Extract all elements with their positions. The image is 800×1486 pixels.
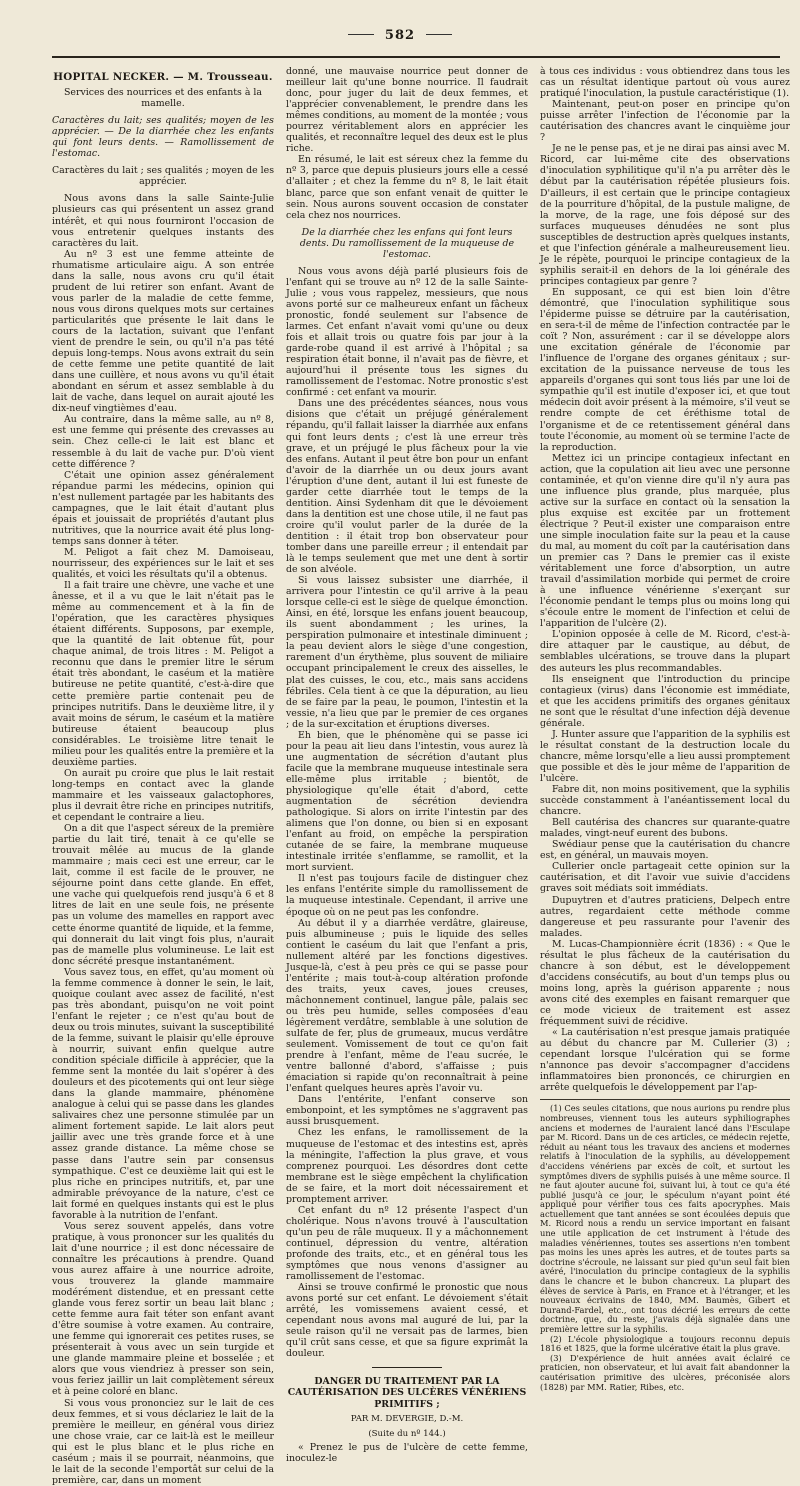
paragraph: Il a fait traire une chèvre, une vache et une ânesse, et il a vu que le lait n'était pas le même au commencement et à la fin de l'opération, que les caractères physiques étaient différents. Supposons, par exemple, que la quantité de lait obtenue fût, pour chaque animal, de trois litres : M. Peligot a reconnu que dans le premier litre le sérum était très abondant, le caséum et la matière butireuse ne petite quantité, c'est-à-dire que cette première partie contenait peu de principes nutritifs. Dans le deuxième litre, il y avait moins de sérum, le caséum et la matière butireuse étaient beaucoup plus considérables. Le troisième litre tenait le milieu pour les qualités entre la première et la deuxième parties. bbox=[52, 580, 274, 768]
paragraph: Il n'est pas toujours facile de distinguer chez les enfans l'entérite simple du ramollissement de la muqueuse intestinale. Cependant, il arrive une époque où on ne peut pas les confondre. bbox=[286, 873, 528, 918]
paragraph: Vous serez souvent appelés, dans votre pratique, à vous prononcer sur les qualités du lait d'une nourrice ; il est donc nécessaire de connaître les précautions à prendre. Quand vous aurez affaire à une nourrice adroite, vous trouverez la glande mammaire modérément distendue, et en pressant cette glande vous ferez sortir un beau lait blanc ; cette femme aura fait téter son enfant avant d'être soumise à votre examen. Au contraire, une femme qui ignorerait ces petites ruses, se présenterait à vous avec un sein turgide et une glande mammaire pleine et bosselée ; et alors que vous viendriez à presser son sein, vous feriez jaillir un lait complètement séreux et à peine coloré en blanc. bbox=[52, 1220, 274, 1398]
paragraph: donné, une mauvaise nourrice peut donner de meilleur lait qu'une bonne nourrice. Il faudrait donc, pour juger du lait de deux femmes, et l'apprécier convenablement, le prendre dans les mêmes conditions, au moment de la montée ; vous pourrez véritablement alors en apprécier les qualités, et reconnaître lequel des deux est le plus riche. bbox=[286, 66, 528, 155]
column-middle bbox=[286, 66, 528, 1464]
paragraph: Dans une des précédentes séances, nous vous disions que c'était un préjugé généralement répandu, qu'il fallait laisser la diarrhée aux enfans qui font leurs dents ; c'est là une erreur très grave, et un préjugé le plus fâcheux pour la vie des enfans. Autant il peut être bon pour un enfant d'avoir de la diarrhée un ou deux jours avant l'éruption d'une dent, autant il lui est funeste de garder cette diarrhée tout le temps de la dentition. Ainsi Sydenham dit que le dévoiement dans la dentition est une chose utile, il ne faut pas croire qu'il voulut parler de la durée de la dentition : il était trop bon observateur pour tomber dans une pareille erreur ; il entendait par là le temps seulement que met une dent à sortir de son alvéole. bbox=[286, 398, 528, 576]
footnote: (2) L'école physiologique a toujours reconnu depuis 1816 et 1825, que la forme ulcérative était la plus grave. bbox=[540, 1333, 790, 1354]
paragraph: Au contraire, dans la même salle, au nº 8, est une femme qui présente des crevasses au sein. Chez celle-ci le lait est blanc et ressemble à du lait de vache pur. D'où vient cette différence ? bbox=[52, 414, 274, 470]
paragraph: Cullerier oncle partageait cette opinion sur la cautérisation, et dit l'avoir vue suivie d'accidens graves soit médiats soit immédiats. bbox=[540, 861, 790, 895]
paragraph: Nous vous avons déjà parlé plusieurs fois de l'enfant qui se trouve au nº 12 de la salle Sainte-Julie ; vous vous rappelez, messieurs, que nous avons porté sur ce malheureux enfant un fâcheux pronostic, fondé seulement sur l'absence de larmes. Cet enfant n'avait vomi qu'une ou deux fois et allait trois ou quatre fois par jour à la garde-robe quand il est arrivé à l'hôpital ; sa respiration était bonne, il n'avait pas de fièvre, et aujourd'hui il présente tous les signes du ramollissement de l'estomac. Notre pronostic s'est confirmé : cet enfant va mourir. bbox=[286, 265, 528, 399]
page-number: 582 bbox=[384, 28, 416, 43]
paragraph: Ainsi se trouve confirmé le pronostic que nous avons porté sur cet enfant. Le dévoiement s'était arrêté, les vomissemens avaient cessé, et cependant nous avons mal auguré de lui, par la seule raison qu'il ne versait pas de larmes, bien qu'il crût sans cesse, et que sa figure exprimât la douleur. bbox=[286, 1282, 528, 1360]
paragraph: On aurait pu croire que plus le lait restait long-temps en contact avec la glande mammaire et les vaisseaux galactophores, plus il devrait être riche en principes nutritifs, et cependant le contraire a lieu. bbox=[52, 767, 274, 824]
footnote: (1) Ces seules citations, que nous aurions pu rendre plus nombreuses, viennent tous les auteurs syphiliographes anciens et modernes de l'auraient lancé dans l'Esculape par M. Ricord. Dans un de ces articles, ce médecin rejette, réduit au néant tous les travaux des anciens et modernes relatifs à l'inoculation de la syphilis, au développement d'accidens vénériens par excès de coït, et surtout les symptômes divers de syphilis puisés à une même source. Il ne faut ajouter aucune foi, suivant lui, à tout ce qu'a été publié jusqu'à ce jour, le spéculum n'ayant point été appliqué pour vérifier tous ces faits apocryphes. Mais actuellement que tant années se sont écoulées depuis que M. Ricord nous a rendu un service important en faisant une utile application de cet instrument à l'étude des maladies vénériennes, toutes ses assertions n'en tombent pas moins les unes après les autres, et de toutes parts sa doctrine s'écroule, ne laissant sur pied qu'un seul fait bien avéré, l'inoculation du principe contagieux de la syphilis dans le chancre et le bubon chancreux. La plupart des élèves de service à Paris, en France et à l'étranger, et les nouveaux écrivains de 1840, MM. Baumès, Gibert et Durand-Fardel, etc., ont tous décrié les erreurs de cette doctrine, que, du reste, j'avais déjà signalée dans une première lettre sur la syphilis. bbox=[540, 1103, 790, 1335]
header-dash-right bbox=[426, 34, 452, 35]
article-separator bbox=[372, 1367, 442, 1368]
paragraph: Eh bien, que le phénomène qui se passe ici pour la peau ait lieu dans l'intestin, vous aurez là une augmentation de sécrétion d'autant plus facile que la membrane muqueuse intestinale sera elle-même plus irritable ; bientôt, de physiologique qu'elle était d'abord, cette augmentation de sécrétion deviendra pathologique. Si alors on irrite l'intestin par des alimens que l'on donne, ou bien si en exposant l'enfant au froid, on empêche la perspiration cutanée de se faire, la membrane muqueuse intestinale irritée s'enflamme, se ramollit, et la mort survient. bbox=[286, 729, 528, 874]
paragraph: Ils enseignent que l'introduction du principe contagieux (virus) dans l'économie est immédiate, et que les accidens primitifs des organes génitaux ne sont que le résultat d'une infection déjà devenue générale. bbox=[540, 673, 790, 729]
paragraph: L'opinion opposée à celle de M. Ricord, c'est-à-dire attaquer par le caustique, au début, de semblables ulcérations, se trouve dans la plupart des auteurs les plus recommandables. bbox=[540, 629, 790, 674]
paragraph: On a dit que l'aspect séreux de la première partie du lait tiré, tenait à ce qu'elle se trouvait mêlée au mucus de la glande mammaire ; mais ceci est une erreur, car le lait, comme il est facile de le prouver, ne séjourne point dans cette glande. En effet, une vache qui quelquefois rend jusqu'à 6 et 8 litres de lait en une seule fois, ne présente pas un volume des mamelles en rapport avec cette énorme quantité de liquide, et la femme, qui donnerait du lait vingt fois plus, n'aurait pas de mamelle plus volumineuse. Le lait est donc sécrété presque instantanément. bbox=[52, 823, 274, 967]
paragraph: Si vous vous prononciez sur le lait de ces deux femmes, et si vous déclariez le lait de la première le meilleur, en général vous diriez une chose vraie, car ce lait-là est le meilleur qui est le plus blanc et le plus riche en caséum ; mais il se pourrait, néanmoins, que le lait de la seconde l'emportât sur celui de la première, car, dans un moment bbox=[52, 1397, 274, 1486]
paragraph: En résumé, le lait est séreux chez la femme du nº 3, parce que depuis plusieurs jours elle a cessé d'allaiter ; et chez la femme du nº 8, le lait était blanc, parce que son enfant venait de quitter le sein. Nous aurons souvent occasion de constater cela chez nos nourrices. bbox=[286, 154, 528, 221]
column-left bbox=[52, 66, 275, 1486]
paragraph: J. Hunter assure que l'apparition de la syphilis est le résultat constant de la destruction locale du chancre, même lorsqu'elle a lieu aussi promptement que possible et dès le jour même de l'apparition de l'ulcère. bbox=[540, 728, 790, 784]
paragraph: Vous savez tous, en effet, qu'au moment où la femme commence à donner le sein, le lait, quoique coulant avec assez de facilité, n'est pas très abondant, puisqu'on ne voit point l'enfant le rejeter ; ce n'est qu'au bout de deux ou trois minutes, suivant la susceptibilité de la femme, suivant le plaisir qu'elle éprouve à nourrir, suivant enfin quelque autre condition spéciale difficile à apprécier, que la femme sent la montée du lait s'opérer à des douleurs et des picotements qui ont leur siège dans la glande mammaire, phénomène analogue à celui qui se passe dans les glandes salivaires chez une personne stimulée par un aliment fortement sapide. Le lait alors peut jaillir avec une très grande force et à une assez grande distance. La même chose se passe dans l'autre sein par consensus sympathique. C'est ce deuxième lait qui est le plus riche en principes nutritifs, et, par une admirable prévoyance de la nature, c'est ce lait formé en quelques instants qui est le plus favorable à la nutrition de l'enfant. bbox=[52, 966, 274, 1221]
paragraph: M. Lucas-Championnière écrit (1836) : « Que le résultat le plus fâcheux de la cautérisation du chancre à son début, est le développement d'accidens consécutifs, au bout d'un temps plus ou moins long, après la guérison apparente ; nous avons cité des exemples en faisant remarquer que ce mode vicieux de traitement est assez fréquemment suivi de récidive. bbox=[540, 938, 790, 1028]
paragraph: « La cautérisation n'est presque jamais pratiquée au début du chancre par M. Cullerier (3) ; cependant lorsque l'ulcération qui se forme n'annonce pas devoir s'accompagner d'accidens inflammatoires bien prononcés, ce chirurgien en arrête quelquefois le développement par l'ap- bbox=[540, 1027, 790, 1094]
footnote: (3) D'expérience de huit années avait éclairé ce praticien, non observateur, et lui avait fait abandonner la cautérisation primitive des ulcères, préconisée alors (1828) par MM. Ratier, Ribes, etc. bbox=[540, 1352, 790, 1392]
paragraph: M. Peligot a fait chez M. Damoiseau, nourrisseur, des expériences sur le lait et ses qualités, et voici les résultats qu'il a obtenus. bbox=[52, 546, 274, 581]
column-right bbox=[540, 66, 790, 1392]
paragraph: Dans l'entérite, l'enfant conserve son embonpoint, et les symptômes ne s'aggravent pas aussi brusquement. bbox=[286, 1094, 528, 1128]
paragraph: à tous ces individus : vous obtiendrez dans tous les cas un résultat identique partout où vous aurez pratiqué l'inoculation, la pustule caractéristique (1). bbox=[540, 66, 790, 100]
lecture-summary: Caractères du lait; ses qualités; moyen de les apprécier. — De la diarrhée chez les enfants qui font leurs dents. — Ramollissement de l'estomac. bbox=[52, 115, 274, 160]
paragraph: Cet enfant du nº 12 présente l'aspect d'un cholérique. Nous n'avons trouvé à l'auscultation qu'un peu de râle muqueux. Il y a mâchonnement continuel, dépression du ventre, altération profonde des traits, etc., et en général tous les symptômes que nous venons d'assigner au ramollissement de l'estomac. bbox=[286, 1204, 528, 1283]
paragraph: Nous avons dans la salle Sainte-Julie plusieurs cas qui présentent un assez grand intérêt, et qui nous fourniront l'occasion de vous entretenir quelques instants des caractères du lait. bbox=[52, 193, 274, 249]
page-header bbox=[0, 24, 800, 46]
hospital-title: HOPITAL NECKER. — M. Trousseau. bbox=[53, 71, 273, 83]
paragraph: Si vous laissez subsister une diarrhée, il arrivera pour l'intestin ce qu'il arrive à la peau lorsque celle-ci est le siège de quelque émonction. Ainsi, en été, lorsque les enfans jouent beaucoup, ils suent abondamment ; les urines, la perspiration pulmonaire et intestinale diminuent ; la peau devient alors le siège d'une congestion, rarement d'un érythème, plus souvent de miliaire occupant principalement le creux des aisselles, le plat des cuisses, le cou, etc., mais sans accidens fébriles. Cela tient à ce que la dépuration, au lieu de se faire par la peau, le poumon, l'intestin et la vessie, n'a lieu que par le premier de ces organes ; de la sur-excitation et éruptions diverses. bbox=[286, 575, 528, 730]
paragraph: Au nº 3 est une femme atteinte de rhumatisme articulaire aigu. A son entrée dans la salle, nous avons cru qu'il était prudent de lui retirer son enfant. Avant de vous parler de la maladie de cette femme, nous vous dirons quelques mots sur certaines particularités que présente le lait dans le cours de la lactation, suivant que l'enfant vient de prendre le sein, ou qu'il n'a pas tété depuis long-temps. Nous avons extrait du sein de cette femme une petite quantité de lait dans une cuillère, et nous avons vu qu'il était abondant en sérum et assez semblable à du lait de vache, dans lequel on aurait ajouté les dix-neuf vingtièmes d'eau. bbox=[52, 248, 274, 415]
header-dash-left bbox=[348, 34, 374, 35]
paragraph: En supposant, ce qui est bien loin d'être démontré, que l'inoculation syphilitique sous l'épiderme puisse se détruire par la cautérisation, en sera-t-il de même de l'infection contractée par le coït ? Non, assurément : car il se développe alors une excitation générale de l'économie par l'influence de l'organe des organes génitaux ; sur-excitation de la puissance nerveuse de tous les appareils d'organes qui sont tous liés par une loi de sympathie qu'il est inutile d'exposer ici, et que tout médecin doit avoir présent à la mémoire, s'il veut se rendre compte de cet éréthisme total de l'organisme et de ce retentissement général dans toute l'économie, au moment où se termine l'acte de la reproduction. bbox=[540, 286, 790, 453]
paragraph: Swédiaur pense que la cautérisation du chancre est, en général, un mauvais moyen. bbox=[540, 839, 790, 862]
paragraph: Fabre dit, non moins positivement, que la syphilis succède constamment à l'anéantissement local du chancre. bbox=[540, 784, 790, 818]
header-rule bbox=[52, 56, 780, 58]
section-heading-lait: Caractères du lait ; ses qualités ; moyen de les apprécier. bbox=[52, 165, 275, 188]
paragraph: C'était une opinion assez généralement répandue parmi les médecins, opinion qui n'est nullement partagée par les habitants des campagnes, que le lait était d'autant plus épais et jouissait de propriétés d'autant plus nutritives, que la nourrice avait été plus long-temps sans donner à téter. bbox=[52, 469, 274, 547]
article-continuation-note: (Suite du nº 144.) bbox=[368, 1428, 446, 1439]
paragraph: Mettez ici un principe contagieux infectant en action, que la copulation ait lieu avec une personne contaminée, et qu'on vienne dire qu'il n'y aura pas une influence plus grande, plus marquée, plus active sur la surface en contact où la sensation la plus exquise est excitée par un frottement électrique ? Peut-il exister une comparaison entre une simple inoculation faite sur la peau et la cause du mal, au moment du coït par la cautérisation dans un premier cas ? Dans le premier cas il existe véritablement une force d'absorption, un autre travail d'assimilation morbide qui permet de croire à une influence vénérienne s'exerçant sur l'économie pendant le temps plus ou moins long qui s'écoule entre le moment de l'infection et celui de l'apparition de l'ulcère (2). bbox=[540, 452, 790, 630]
footnotes bbox=[540, 1099, 790, 1392]
paragraph: Maintenant, peut-on poser en principe qu'on puisse arrêter l'infection de l'économie par la cautérisation des chancres avant le cinquième jour ? bbox=[540, 99, 790, 144]
paragraph: « Prenez le pus de l'ulcère de cette femme, inoculez-le bbox=[286, 1441, 528, 1464]
section-heading-diarrhee: De la diarrhée chez les enfans qui font leurs dents. Du ramollissement de la muqueuse de l'estomac. bbox=[299, 226, 515, 260]
paragraph: Bell cautérisa des chancres sur quarante-quatre malades, vingt-neuf eurent des bubons. bbox=[540, 817, 790, 840]
service-subtitle: Services des nourrices et des enfants à la mamelle. bbox=[64, 87, 262, 110]
paragraph: Chez les enfans, le ramollissement de la muqueuse de l'estomac et des intestins est, après la méningite, l'affection la plus grave, et vous comprenez pourquoi. Les désordres dont cette membrane est le siège empêchent la chylification de se faire, et la mort doit nécessairement et promptement arriver. bbox=[286, 1127, 528, 1205]
paragraph: Dupuytren et d'autres praticiens, Delpech entre autres, regardaient cette méthode comme dangereuse et peu rassurante pour l'avenir des malades. bbox=[540, 894, 790, 939]
article-title: DANGER DU TRAITEMENT PAR LA CAUTÉRISATION DES ULCÈRES VÉNÉRIENS PRIMITIFS ; bbox=[287, 1376, 527, 1410]
paragraph: Au début il y a diarrhée verdâtre, glaireuse, puis albumineuse ; puis le liquide des selles contient le caséum du lait que l'enfant a pris, nullement altéré par les fonctions digestives. Jusque-là, c'est à peu près ce qui se passe pour l'entérite ; mais tout-à-coup altération profonde des traits, yeux caves, joues creuses, mâchonnement continuel, langue pâle, palais sec ou très peu humide, selles composées d'eau légèrement verdâtre, semblable à une solution de sulfate de fer, plus de grumeaux, mucus verdâtre seulement. Vomissement de tout ce qu'on fait prendre à l'enfant, même de l'eau sucrée, le ventre ballonné d'abord, s'affaisse ; puis émaciation si rapide qu'on reconnaîtrait à peine l'enfant quelques heures après l'avoir vu. bbox=[286, 917, 528, 1095]
paragraph: Je ne le pense pas, et je ne dirai pas ainsi avec M. Ricord, car lui-même cite des observations d'inoculation syphilitique qu'il n'a pu arrêter dès le début par la cautérisation répétée plusieurs fois. D'ailleurs, il est certain que le principe contagieux de la pourriture d'hôpital, de la pustule maligne, de la morve, de la rage, une fois déposé sur des surfaces muqueuses dénudées ne sont plus susceptibles de destruction après quelques instants, et que l'infection générale a malheureusement lieu. Je le répète, pourquoi le principe contagieux de la syphilis serait-il en dehors de la loi générale des principes contagieux par genre ? bbox=[540, 143, 790, 287]
article-author: PAR M. DEVERGIE, D.-M. bbox=[350, 1413, 464, 1424]
